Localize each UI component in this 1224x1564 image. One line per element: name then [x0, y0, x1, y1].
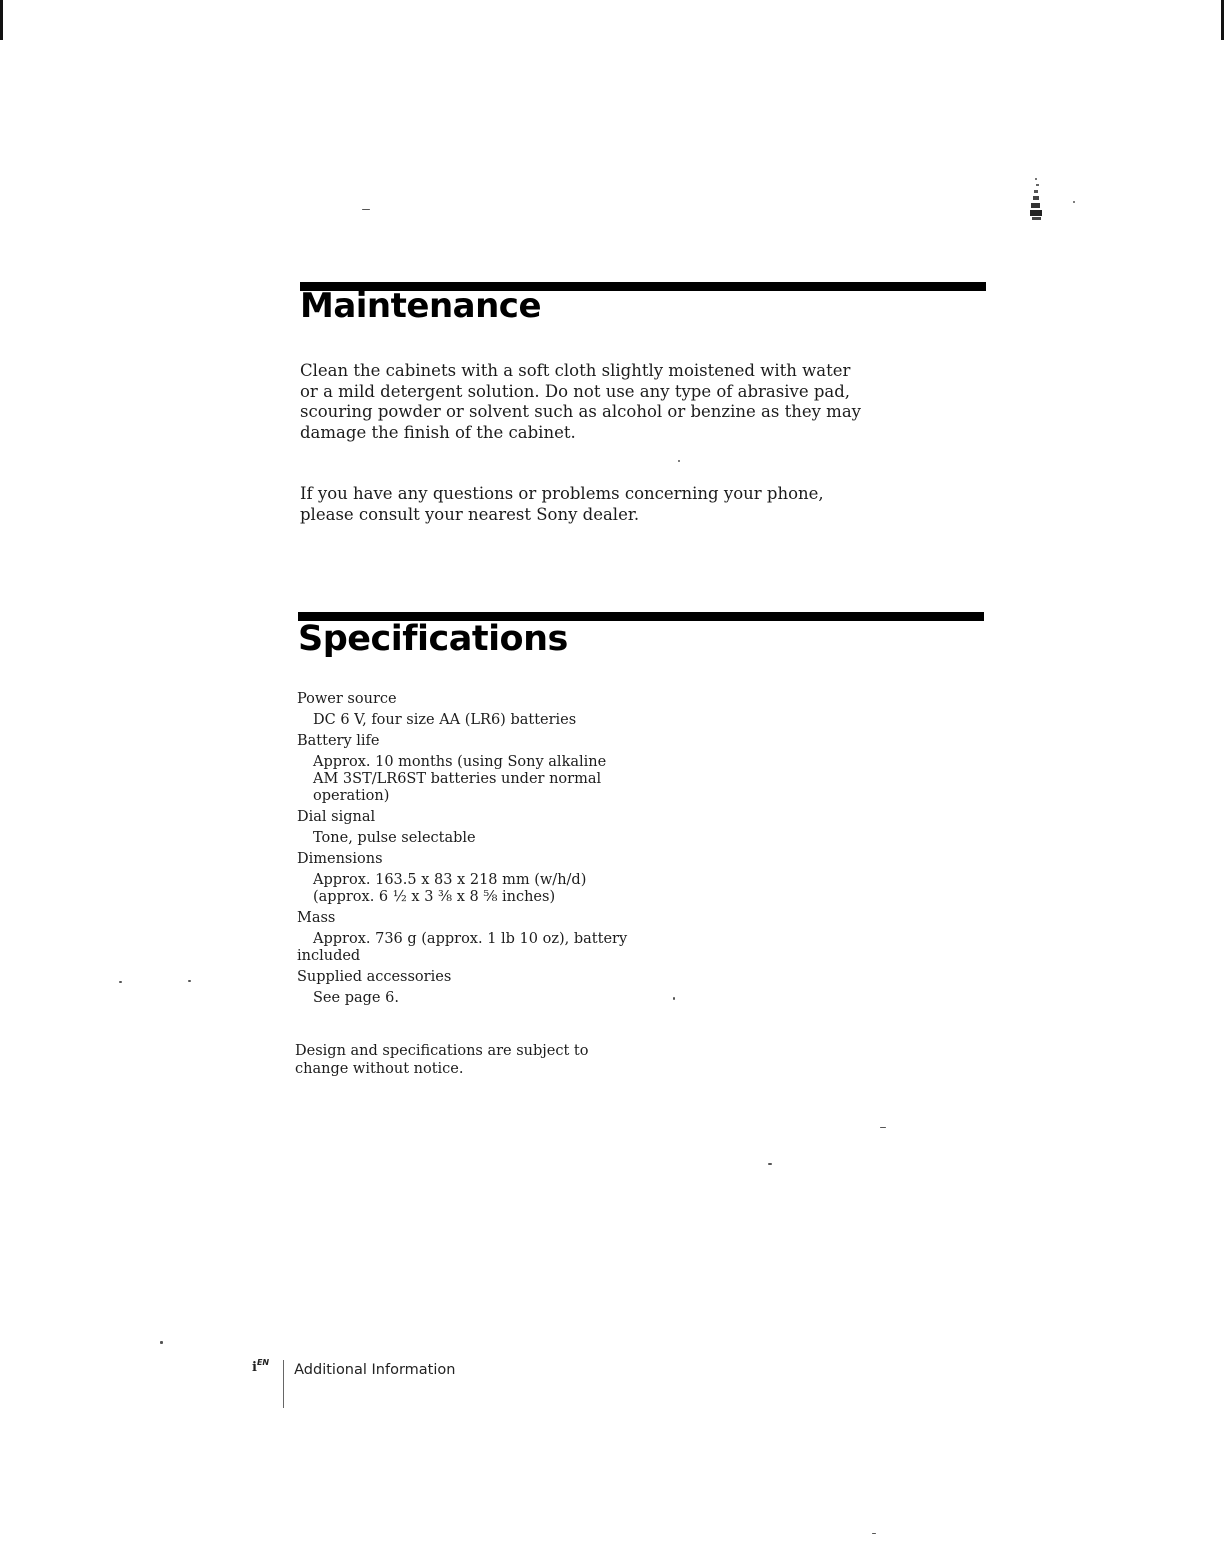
scan-speck — [880, 1127, 886, 1128]
spec-value-supplied-accessories — [313, 990, 657, 1007]
specifications-heading: Specifications — [298, 619, 568, 659]
spec-value-line: Tone, pulse selectable — [313, 830, 476, 846]
specifications-notice: Design and specifications are subject to change without notice. — [295, 1043, 589, 1077]
scan-speck — [678, 460, 680, 462]
maintenance-paragraph-contact: If you have any questions or problems concerning your phone, please consult your nearest Sony dealer. — [300, 484, 824, 524]
spec-term-dial-signal: Dial signal — [297, 809, 376, 825]
page-number — [252, 1358, 269, 1378]
scan-speck — [188, 980, 191, 982]
scan-edge-left — [0, 0, 3, 40]
spec-term-supplied-accessories: Supplied accessories — [297, 969, 452, 985]
scan-speck — [160, 1341, 163, 1344]
specifications-list — [297, 689, 657, 1009]
footer-section-name: Additional Information — [294, 1362, 456, 1378]
page-footer — [252, 1358, 455, 1408]
spec-term-mass: Mass — [297, 910, 336, 926]
spec-value-line: AM 3ST/LR6ST batteries under normal — [313, 771, 602, 787]
scan-speck — [673, 997, 675, 1000]
spec-term-power-source: Power source — [297, 691, 397, 707]
spec-value-line: included — [297, 948, 361, 964]
spec-value-line: Approx. 736 g (approx. 1 lb 10 oz), battery — [313, 931, 628, 947]
spec-value-line: Approx. 163.5 x 83 x 218 mm (w/h/d) — [313, 872, 587, 888]
footer-divider — [283, 1360, 284, 1408]
spec-value-line: operation) — [313, 788, 390, 804]
scan-speck — [119, 981, 122, 983]
page-number-value: i — [252, 1360, 257, 1375]
spec-value-line: Approx. 10 months (using Sony alkaline — [313, 754, 607, 770]
spec-value-line: See page 6. — [313, 990, 399, 1006]
spec-term-battery-life: Battery life — [297, 733, 380, 749]
spec-value-battery-life — [313, 754, 657, 805]
scan-speck — [362, 209, 370, 210]
spec-value-mass — [297, 931, 657, 965]
spec-value-line: DC 6 V, four size AA (LR6) batteries — [313, 712, 577, 728]
maintenance-paragraph-cleaning: Clean the cabinets with a soft cloth slightly moistened with water or a mild detergent solution. Do not use any type of abrasive pad, scouring powder or solvent such as alcohol or benzine as they may damage the finish of the cabinet. — [300, 361, 861, 442]
spec-value-dimensions — [313, 872, 657, 906]
scan-blot — [1028, 176, 1044, 224]
scan-speck — [768, 1163, 772, 1165]
spec-value-line: (approx. 6 ½ x 3 ⅜ x 8 ⅝ inches) — [313, 889, 556, 905]
scan-speck — [872, 1533, 876, 1534]
spec-term-dimensions: Dimensions — [297, 851, 383, 867]
scan-speck — [1073, 201, 1075, 203]
spec-value-power-source — [313, 712, 657, 729]
spec-value-dial-signal — [313, 830, 657, 847]
page-language-code: EN — [256, 1358, 270, 1367]
maintenance-heading: Maintenance — [300, 286, 542, 326]
